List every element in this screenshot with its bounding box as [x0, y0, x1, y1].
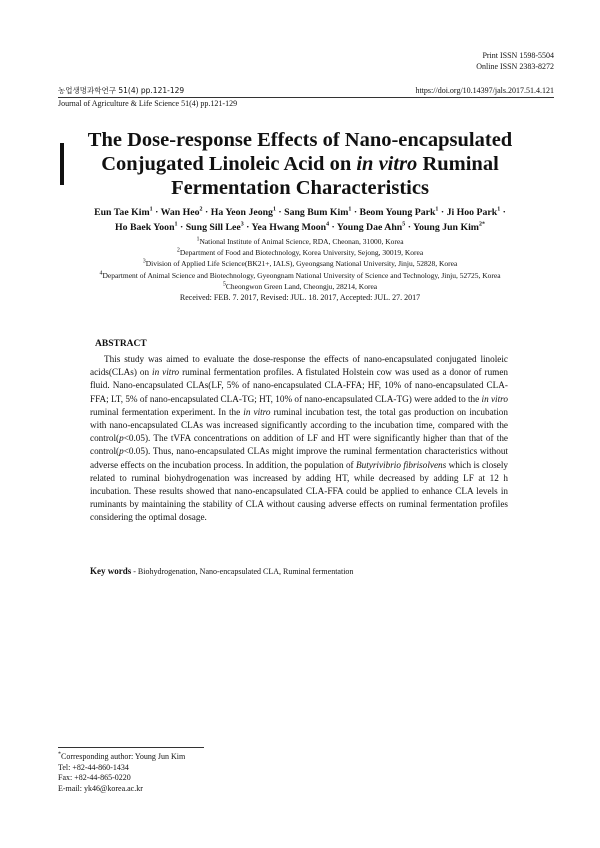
doi-link[interactable]: https://doi.org/10.14397/jals.2017.51.4.121 — [415, 86, 554, 95]
author: Young Dae Ahn$^5$ — [336, 221, 406, 233]
affiliation: $^5$Cheongwon Green Land, Cheongju, 28214, Korea — [222, 281, 378, 291]
issn-block — [476, 50, 554, 72]
keywords-text: - Biohydrogenation, Nano-encapsulated CLA, Ruminal fermentation — [131, 567, 354, 576]
affiliation: $^1$National Institute of Animal Science, RDA, Cheonan, 31000, Korea — [196, 236, 404, 246]
abstract-heading: ABSTRACT — [95, 339, 147, 349]
abstract-body: This study was aimed to evaluate the dose-response the effects of nano-encapsulated conjugated linoleic acids(CLAs) on in vitro ruminal fermentation profiles. A fistulated Holstein cow was used as a donor of rumen fluid. Nano-encapsulated CLAs(LF, 5% of nano-encapsulated CLA-FFA; HF, 10% of nano-encapsulated CLA-FFA; LT, 5% of nano-encapsulated CLA-TG; HT, 10% of nano-encapsulated CLA-TG) were added to the in vitro ruminal fermentation experiment. In the in vitro ruminal incubation test, the total gas production on incubation with nano-encapsulated CLAs was increased significantly according to the incubation time, compared with the control(p<0.05). The tVFA concentrations on addition of LF and HT were significantly higher than that of the control(p<0.05). Thus, nano-encapsulated CLAs might improve the ruminal fermentation characteristics without adverse effects on the incubation process. In addition, the population of Butyrivibrio fibrisolvens which is closely related to ruminal biohydrogenation was increased by adding HT, while decreased by adding LF at 12 h incubation. These results showed that nano-encapsulated CLA-FFA could be applied to enhance CLA levels in ruminants by maintaining the stability of CLA without causing adverse effects on ruminal fermentation profiles considering the optimal dosage. — [90, 354, 508, 523]
affiliation: $^3$Division of Applied Life Science(BK21+, IALS), Gyeongsang National University, Jinju, 52828, Korea — [142, 258, 458, 269]
footnote-rule — [58, 747, 204, 748]
author: Yea Hwang Moon$^4$ — [251, 221, 330, 233]
author: Eun Tae Kim$^1$ — [94, 206, 153, 218]
title-line-1: The Dose-response Effects of Nano-encapsulated — [87, 129, 513, 151]
author: Wan Heo$^2$ — [160, 206, 203, 218]
author: Young Jun Kim$^{2*}$ — [413, 221, 485, 233]
affiliation-list — [30, 236, 570, 292]
received-dates: Received: FEB. 7. 2017, Revised: JUL. 18. 2017, Accepted: JUL. 27. 2017 — [179, 293, 421, 302]
author-list: Eun Tae Kim$^1$ · Wan Heo$^2$ · Ha Yeon Jeong$^1$ · Sang Bum Kim$^1$ · Beom Young Park$^1$ · Ji Hoo Park$^1$ · Ho Baek Yoon$^1$ · Sung Sill Lee$^3$ · Yea Hwang Moon$^4$ · Young Dae Ahn$^5$ · Young Jun Kim$^{2*}$ — [94, 206, 506, 233]
journal-english: Journal of Agriculture & Life Science 51(4) pp.121-129 — [58, 99, 238, 108]
author: Sung Sill Lee$^3$ — [185, 221, 244, 233]
affiliation: $^4$Department of Animal Science and Biotechnology, Gyeongnam National University of Science and Technology, Jinju, 52725, Korea — [99, 270, 501, 280]
print-issn: Print ISSN 1598-5504 — [482, 51, 554, 60]
affiliation: $^2$Department of Food and Biotechnology, Korea University, Sejong, 30019, Korea — [176, 247, 424, 258]
keywords-label: Key words — [90, 566, 132, 576]
corresponding-author: *Corresponding author: Young Jun Kim — [58, 751, 186, 761]
email[interactable]: E-mail: yk46@korea.ac.kr — [58, 783, 143, 793]
journal-korean: 농업생명과학연구 51(4) pp.121-129 — [58, 86, 185, 95]
keywords — [90, 566, 520, 577]
journal-citation — [58, 86, 184, 96]
corresponding-footnote — [58, 752, 185, 794]
fax: Fax: +82-44-865-0220 — [58, 773, 131, 783]
header-rule — [58, 97, 554, 98]
title-italic: in vitro — [356, 153, 418, 175]
title-side-bar — [60, 143, 64, 185]
author: Ji Hoo Park$^1$ — [446, 206, 501, 218]
tel: Tel: +82-44-860-1434 — [58, 762, 129, 772]
author: Beom Young Park$^1$ — [359, 206, 439, 218]
online-issn: Online ISSN 2383-8272 — [476, 62, 554, 71]
title-line-2-end: Ruminal — [417, 153, 499, 175]
author: Ho Baek Yoon$^1$ — [115, 221, 178, 233]
title-line-2: Conjugated Linoleic Acid on — [101, 153, 357, 175]
author: Ha Yeon Jeong$^1$ — [210, 206, 276, 218]
paper-title — [70, 128, 530, 200]
title-line-3: Fermentation Characteristics — [171, 177, 429, 199]
author: Sang Bum Kim$^1$ — [284, 206, 352, 218]
